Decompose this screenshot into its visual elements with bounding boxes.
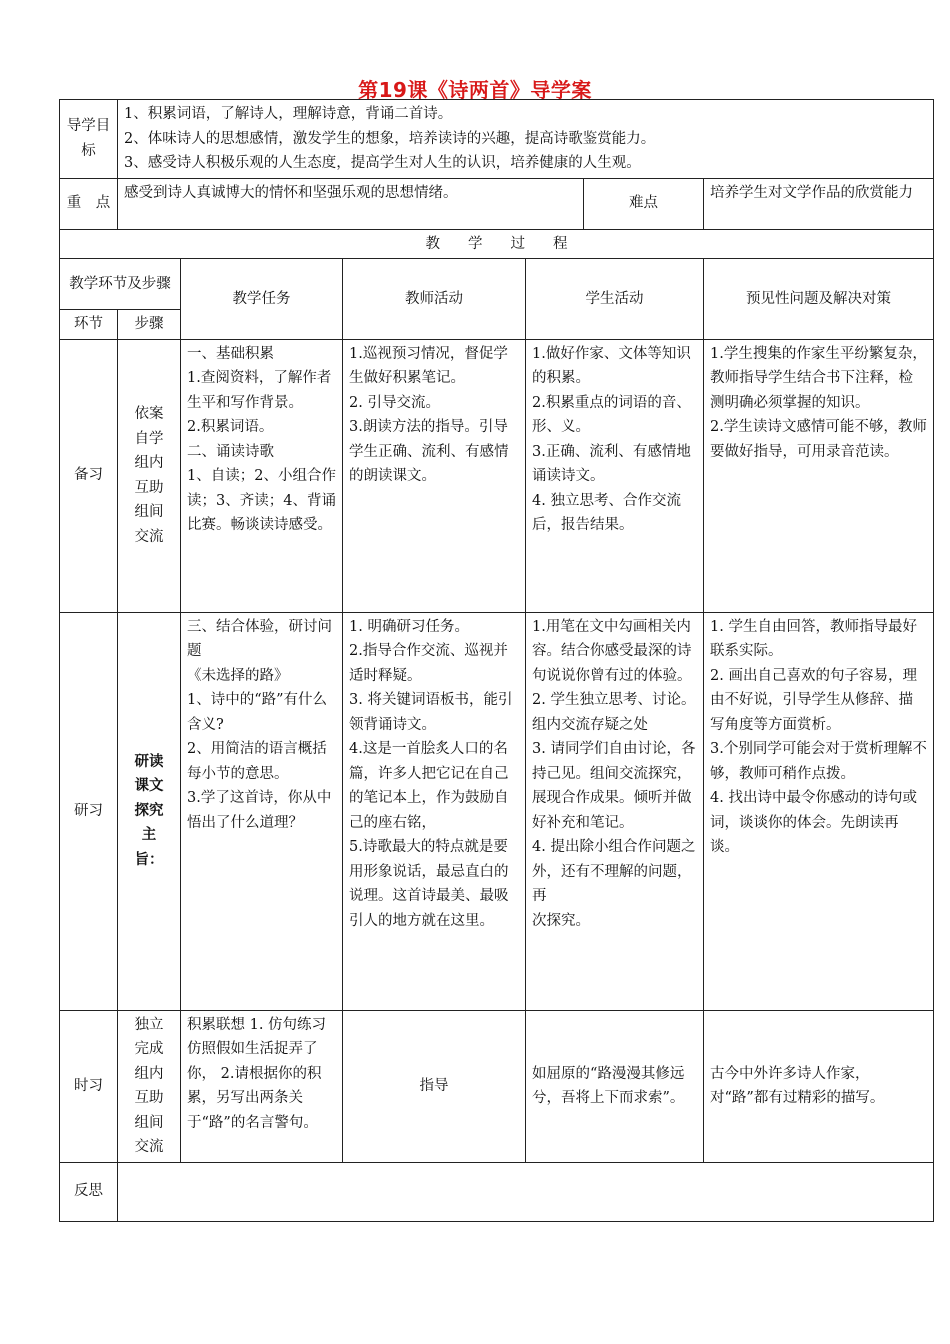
- col-teacher: 教师活动: [343, 259, 526, 340]
- reflection-row: [60, 1162, 934, 1221]
- difficulty-label: 难点: [584, 178, 704, 229]
- student-cell: 如屈原的“路漫漫其修远兮，吾将上下而求索”。: [526, 1010, 704, 1162]
- goal-item: 1、积累词语，了解诗人，理解诗意，背诵二首诗。: [124, 106, 453, 122]
- column-header-row: [60, 259, 934, 310]
- key-row: [60, 178, 934, 229]
- steps-cell: 依案自学组内互助组间交流: [118, 339, 181, 612]
- goal-item: 2、体味诗人的思想感情，激发学生的想象，培养读诗的兴趣，提高诗歌鉴赏能力。: [124, 130, 656, 147]
- col-problems: 预见性问题及解决对策: [704, 259, 934, 340]
- problems-cell: 古今中外许多诗人作家，对“路”都有过精彩的描写。: [704, 1010, 934, 1162]
- key-text: 感受到诗人真诚博大的情怀和坚强乐观的思想情绪。: [118, 178, 584, 229]
- table-row: [60, 1010, 934, 1162]
- stage-cell: 研习: [60, 612, 118, 1010]
- col-student: 学生活动: [526, 259, 704, 340]
- lesson-plan-table: [59, 99, 934, 1222]
- stage-cell: 时习: [60, 1010, 118, 1162]
- problems-cell: 1.学生搜集的作家生平纷繁复杂，教师指导学生结合书下注释，检测明确必须掌握的知识。 2.学生读诗文感情可能不够，教师要做好指导，可用录音范读。: [704, 339, 934, 612]
- col-stage-steps: 教学环节及步骤: [60, 259, 181, 310]
- col-stage: 环节: [60, 310, 118, 340]
- teacher-cell: 指导: [343, 1010, 526, 1162]
- goals-content: [118, 100, 934, 179]
- goals-row: [60, 100, 934, 179]
- goals-label: 导学目标: [60, 100, 118, 179]
- stage-cell: 备习: [60, 339, 118, 612]
- problems-cell: 1. 学生自由回答，教师指导最好联系实际。 2. 画出自己喜欢的句子容易，理由不好说，引导学生从修辞、描写角度等方面赏析。 3.个别同学可能会对于赏析理解不够，教师可稍作点拨。 4. 找出诗中最令你感动的诗句或词，谈谈你的体会。先朗读再谈。: [704, 612, 934, 1010]
- key-label: 重 点: [60, 178, 118, 229]
- teacher-cell: 1. 明确研习任务。 2.指导合作交流、巡视并适时释疑。 3. 将关键词语板书，能引领背诵诗文。 4.这是一首脍炙人口的名篇，许多人把它记在自己的笔记本上，作为鼓励自己的座右铭， 5.诗歌最大的特点就是要用形象说话，最忌直白的说理。这首诗最美、最吸引人的地方就在这里。: [343, 612, 526, 1010]
- difficulty-text: 培养学生对文学作品的欣赏能力: [704, 178, 934, 229]
- steps-cell: 研读课文探究主旨：: [118, 612, 181, 1010]
- task-cell: 三、结合体验，研讨问题 《未选择的路》 1、诗中的“路”有什么含义? 2、用简洁的语言概括每小节的意思。 3.学了这首诗，你从中悟出了什么道理？: [181, 612, 343, 1010]
- student-cell: 1.做好作家、文体等知识的积累。 2.积累重点的词语的音、形、义。 3.正确、流利、有感情地诵读诗文。 4. 独立思考、合作交流后，报告结果。: [526, 339, 704, 612]
- col-steps: 步骤: [118, 310, 181, 340]
- col-task: 教学任务: [181, 259, 343, 340]
- teacher-cell: 1.巡视预习情况，督促学生做好积累笔记。 2. 引导交流。 3.朗读方法的指导。引导学生正确、流利、有感情的朗读课文。: [343, 339, 526, 612]
- steps-cell: 独立完成组内互助组间交流: [118, 1010, 181, 1162]
- table-row: [60, 612, 934, 1010]
- task-cell: 积累联想 1. 仿句练习仿照假如生活捉弄了你， 2.请根据你的积累，另写出两条关于“路”的名言警句。: [181, 1010, 343, 1162]
- process-header: 教学过程: [60, 229, 934, 259]
- student-cell: 1.用笔在文中勾画相关内容。结合你感受最深的诗句说说你曾有过的体验。 2. 学生独立思考、讨论。组内交流存疑之处 3. 请同学们自由讨论，各持己见。组间交流探究，展现合作成果。倾听并做好补充和笔记。 4. 提出除小组合作问题之外，还有不理解的问题，再 次探究。: [526, 612, 704, 1010]
- table-row: [60, 339, 934, 612]
- process-header-row: [60, 229, 934, 259]
- reflection-content: [118, 1162, 934, 1221]
- task-cell: 一、基础积累 1.查阅资料，了解作者生平和写作背景。 2.积累词语。 二、诵读诗歌 1、自读；2、小组合作读；3、齐读；4、背诵比赛。畅谈读诗感受。: [181, 339, 343, 612]
- reflection-label: 反思: [60, 1162, 118, 1221]
- goal-item: 3、感受诗人积极乐观的人生态度，提高学生对人生的认识，培养健康的人生观。: [124, 155, 641, 171]
- page-title: 第19课《诗两首》导学案: [358, 78, 592, 102]
